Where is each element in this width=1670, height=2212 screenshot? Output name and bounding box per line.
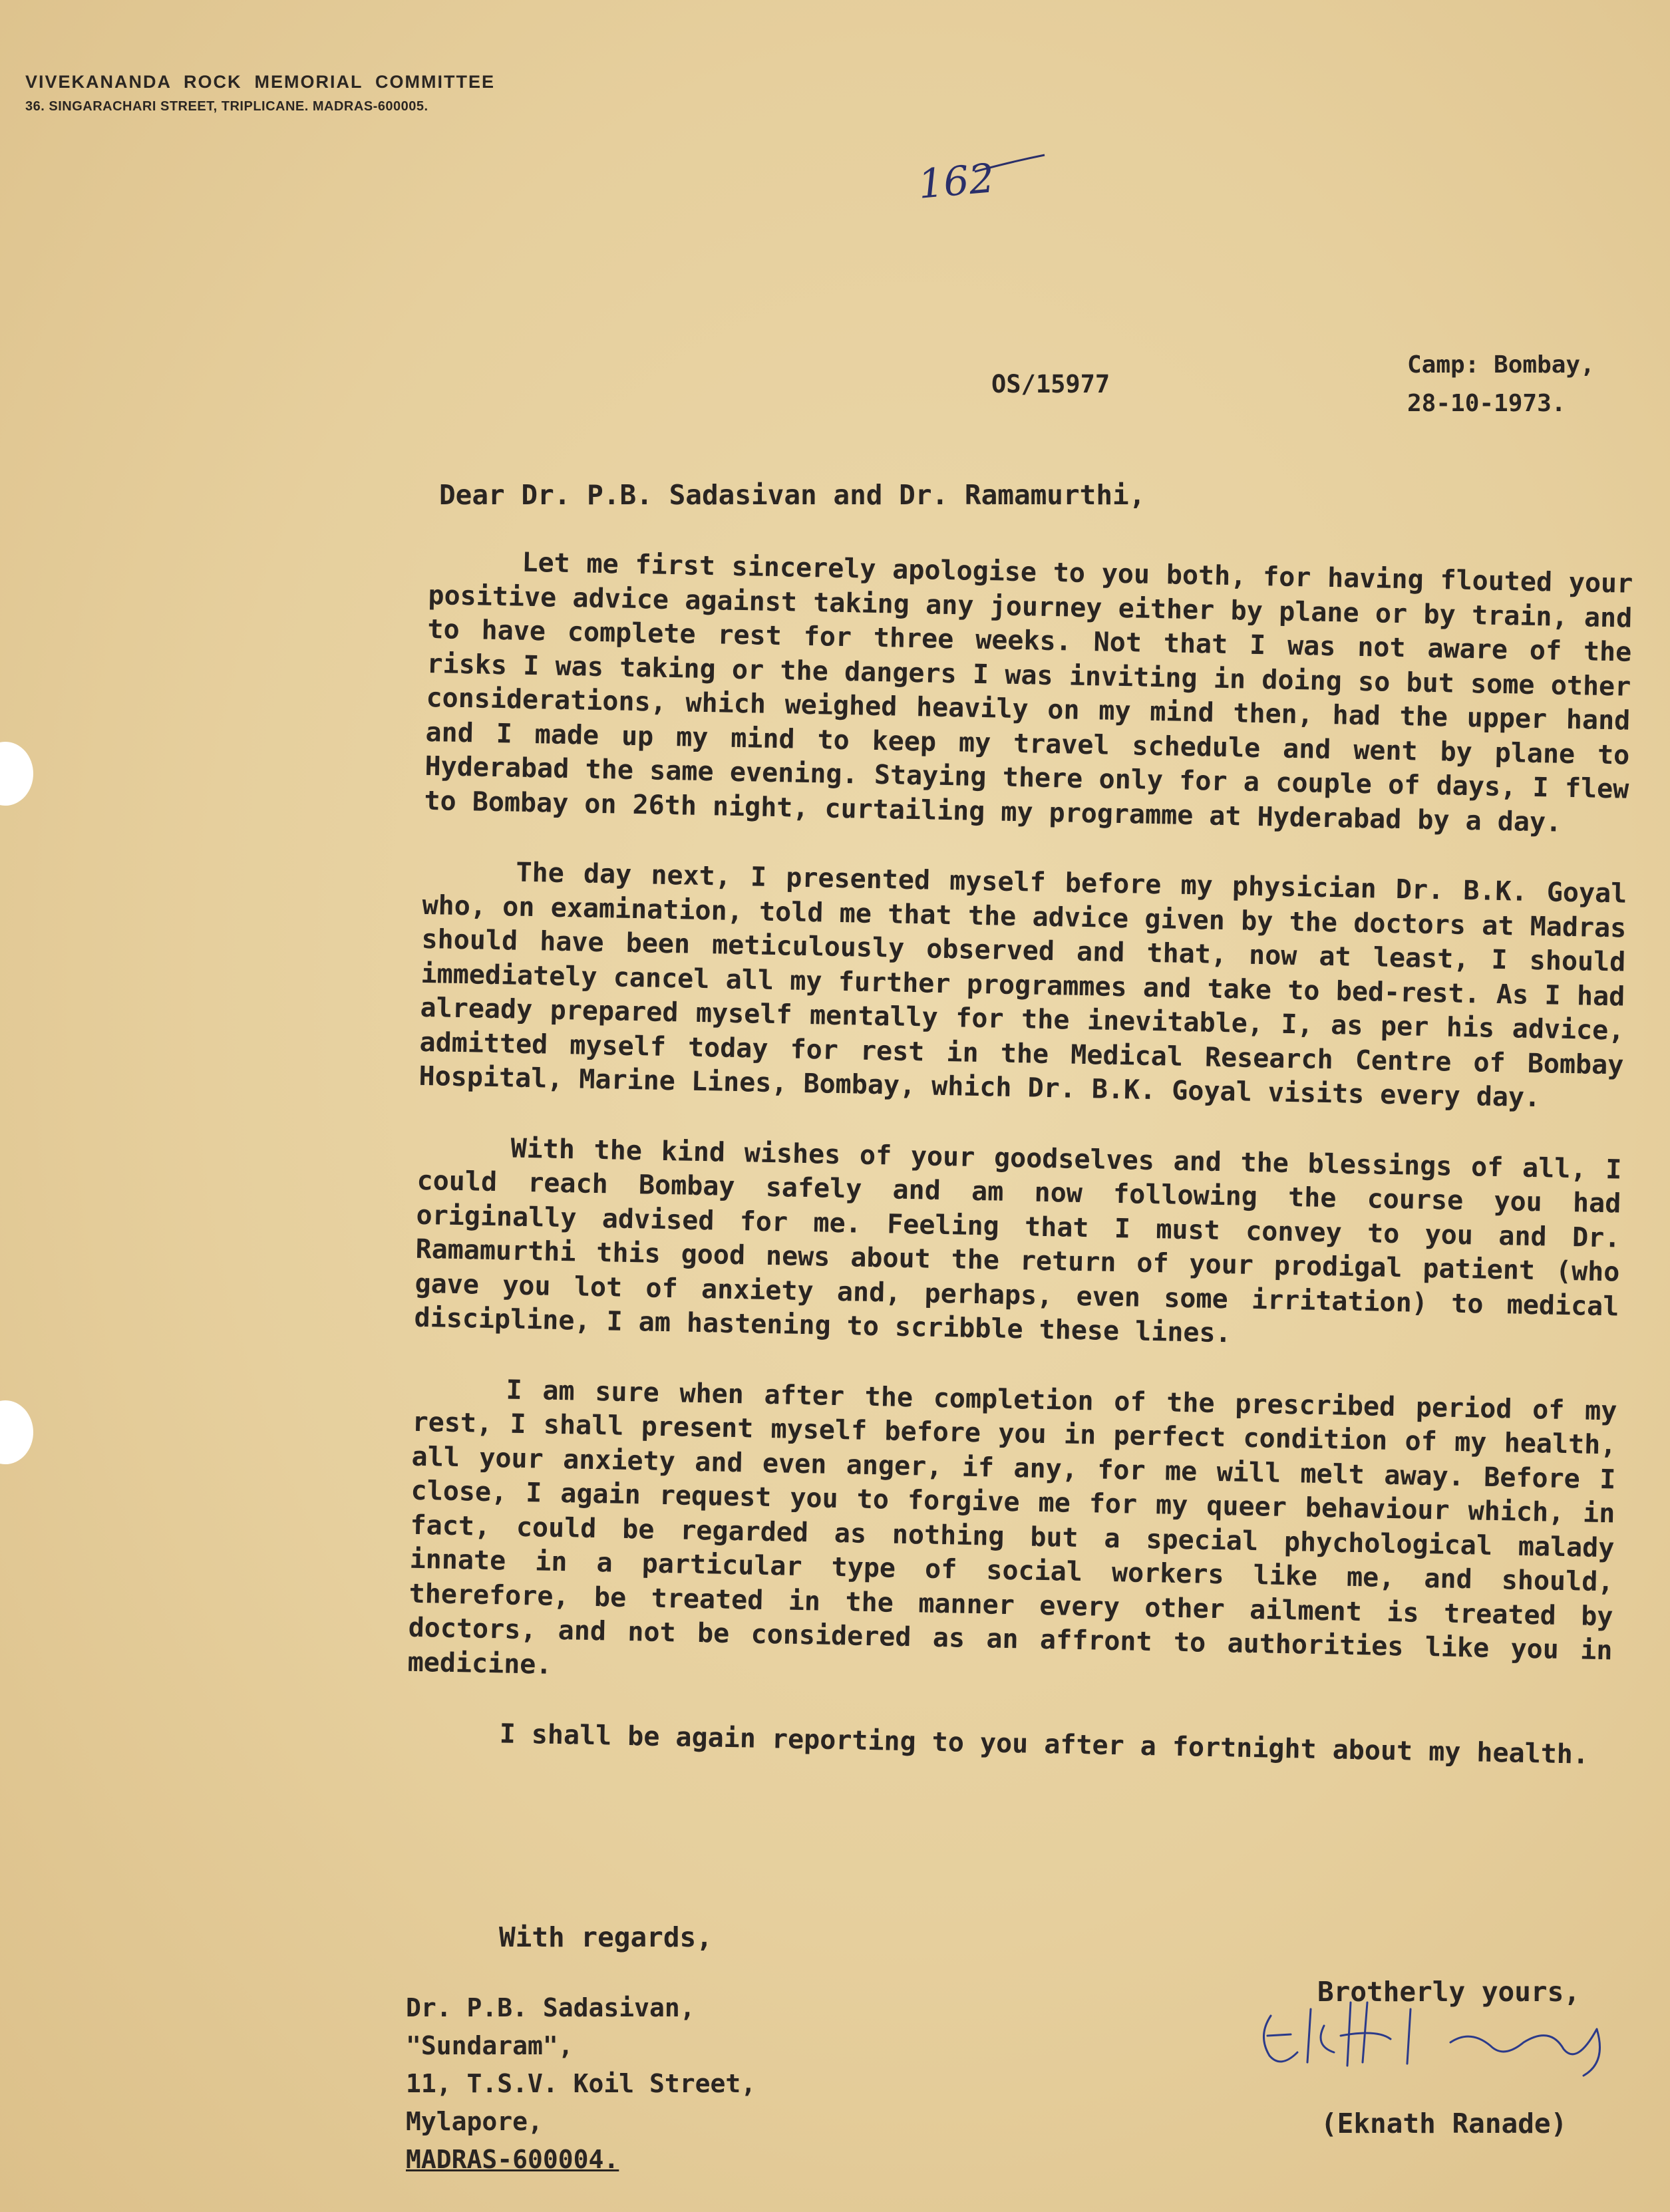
addressee-block bbox=[406, 1989, 756, 2179]
addressee-city-line: MADRAS-600004. bbox=[406, 2145, 619, 2174]
addressee-line: "Sundaram", bbox=[406, 2031, 574, 2060]
handwritten-folio-number: 162 bbox=[916, 155, 997, 208]
closing-line: Brotherly yours, bbox=[1317, 1976, 1580, 2008]
salutation: Dear Dr. P.B. Sadasivan and Dr. Ramamurthi, bbox=[439, 479, 1146, 511]
letterhead-address: 36. SINGARACHARI STREET, TRIPLICANE. MADRAS-600005. bbox=[25, 99, 428, 114]
letter-body bbox=[405, 544, 1633, 1809]
body-paragraph-5: I shall be again reporting to you after a fortnight about my health. bbox=[499, 1718, 1589, 1770]
reference-number: OS/15977 bbox=[991, 370, 1110, 398]
place-date-block bbox=[1407, 346, 1595, 423]
folio-pen-stroke bbox=[912, 152, 1058, 212]
typed-signatory-name: (Eknath Ranade) bbox=[1321, 2108, 1568, 2139]
letterhead bbox=[25, 72, 495, 114]
body-paragraph-3: With the kind wishes of your goodselves and the blessings of all, I could reach Bombay safely and am now following the course you had originally advised for me. Feeling that I must convey to you and Dr. Ramamurthi this good news about the return of your prodigal patient (who gave you lot of anxiety and, perhaps, even some irritation) to medical discipline, I am hastening to scribble these lines. bbox=[414, 1133, 1622, 1349]
handwritten-signature bbox=[1251, 1989, 1650, 2089]
addressee-line: 11, T.S.V. Koil Street, bbox=[406, 2069, 756, 2098]
punch-hole-bottom bbox=[0, 1400, 33, 1464]
body-paragraph-2: The day next, I presented myself before my physician Dr. B.K. Goyal who, on examination, told me that the advice given by the doctors at Madras should have been meticulously observed and that, now at least, I should immediately cancel all my further programmes and take to bed-rest. As I had already prepared myself mentally for the inevitable, I, as per his advice, admitted myself today for rest in the Medical Research Centre of Bombay Hospital, Marine Lines, Bombay, which Dr. B.K. Goyal visits every day. bbox=[418, 857, 1627, 1114]
letterhead-organization: VIVEKANANDA ROCK MEMORIAL COMMITTEE bbox=[25, 72, 496, 92]
regards-line: With regards, bbox=[499, 1921, 713, 1953]
addressee-line: Mylapore, bbox=[406, 2107, 543, 2136]
body-paragraph-4: I am sure when after the completion of the prescribed period of my rest, I shall present myself before you in perfect condition of my health, all your anxiety and even anger, if any, for me will melt away. Before I close, I again request you to forgive me for my queer behaviour which, in fact, could be regarded as nothing but a special phychological malady innate in a particular type of social workers like me, and should, therefore, be treated in the manner every other ailment is treated by doctors, and not be considered as an affront to authorities like you in medicine. bbox=[407, 1374, 1617, 1680]
body-paragraph-1: Let me first sincerely apologise to you both, for having flouted your positive advice against taking any journey either by plane or by train, and to have complete rest for three weeks. Not that I was not aware of the risks I was taking or the dangers I was inviting in doing so but some other considerations, which weighed heavily on my mind then, had the upper hand and I made up my mind to keep my travel schedule and went by plane to Hyderabad the same evening. Staying there only for a couple of days, I flew to Bombay on 26th night, curtailing my programme at Hyderabad by a day. bbox=[424, 547, 1633, 838]
addressee-line: Dr. P.B. Sadasivan, bbox=[406, 1993, 695, 2022]
punch-hole-top bbox=[0, 742, 33, 806]
camp-location: Camp: Bombay, bbox=[1407, 351, 1595, 379]
letter-date: 28-10-1973. bbox=[1407, 390, 1566, 417]
